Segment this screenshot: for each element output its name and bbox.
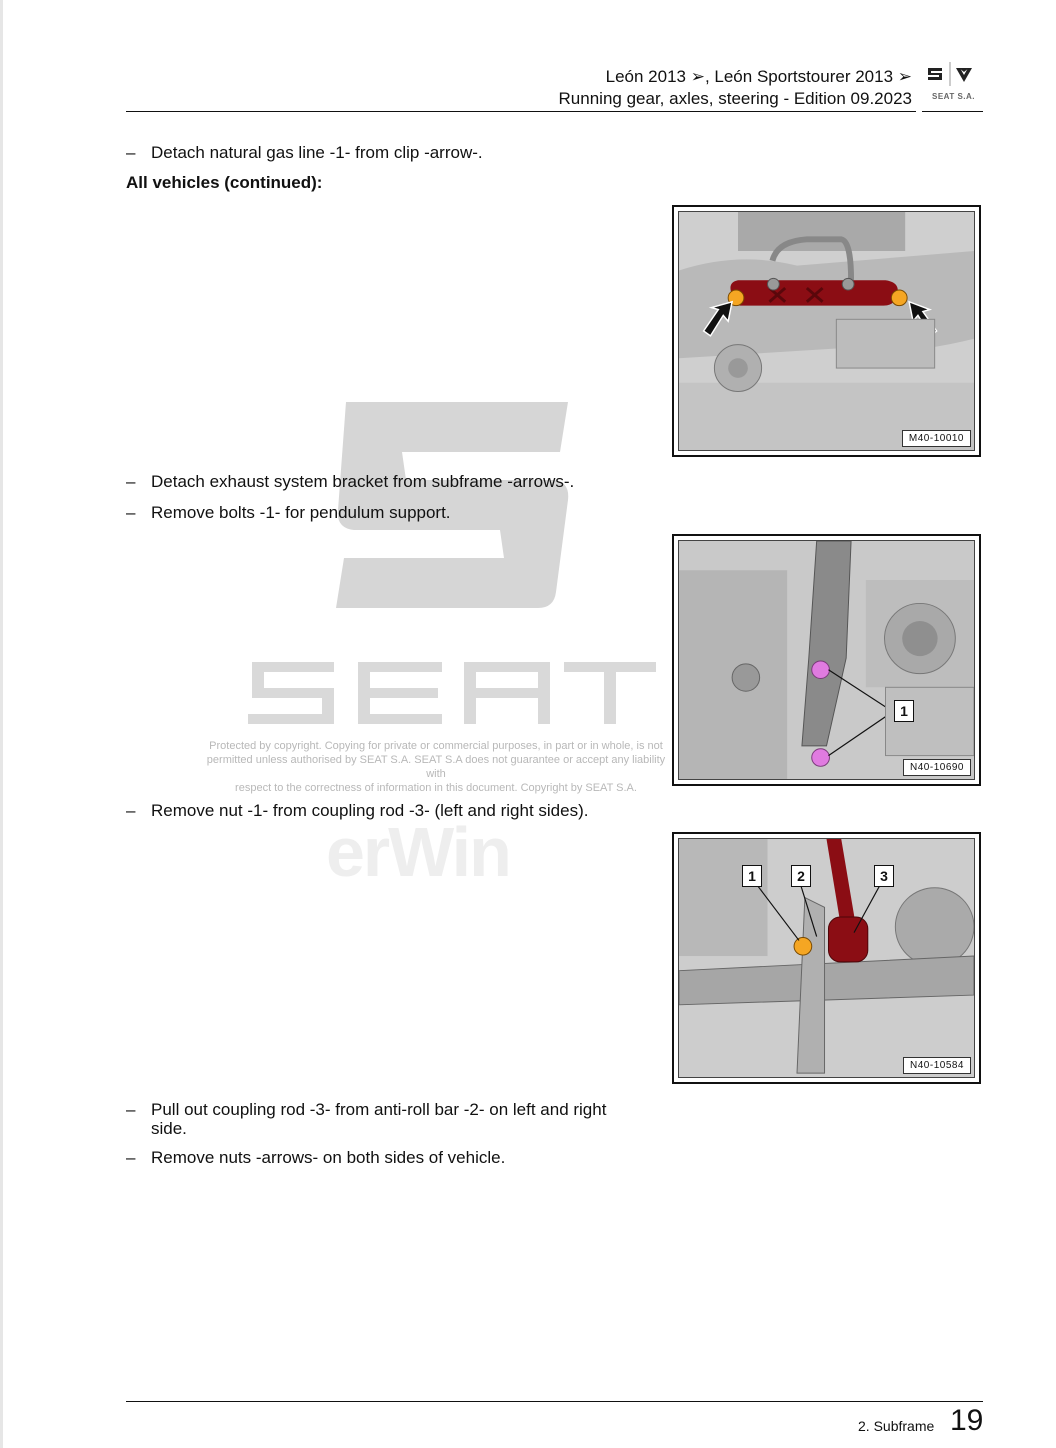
copyright-line: permitted unless authorised by SEAT S.A. SEAT S.A does not guarantee or accept any liability with xyxy=(206,754,666,780)
figure-illustration xyxy=(678,838,975,1078)
header-rule xyxy=(126,111,916,112)
step-text: Detach exhaust system bracket from subframe -arrows-. xyxy=(151,472,575,491)
exhaust-bracket-illustration xyxy=(679,212,974,450)
section-subheading: All vehicles (continued): xyxy=(126,173,323,192)
figure-illustration xyxy=(678,540,975,780)
step-text: Detach natural gas line -1- from clip -arrow-. xyxy=(151,143,483,162)
copyright-watermark xyxy=(196,739,676,795)
step-dash: – xyxy=(126,143,136,162)
callout-label: 3 xyxy=(874,865,894,887)
step-text: Remove nuts -arrows- on both sides of vehicle. xyxy=(151,1148,506,1167)
figure-coupling-rod xyxy=(672,832,981,1084)
step-dash: – xyxy=(126,1148,136,1167)
callout-label: 1 xyxy=(742,865,762,887)
copyright-line: respect to the correctness of information in this document. Copyright by SEAT S.A. xyxy=(235,782,637,794)
step-dash: – xyxy=(126,1100,136,1119)
figure-id-label: N40-10584 xyxy=(903,1057,971,1074)
page-number: 19 xyxy=(950,1404,984,1437)
figure-pendulum-support xyxy=(672,534,981,786)
header-rule-right xyxy=(922,111,983,112)
page-header xyxy=(559,66,912,110)
page-edge xyxy=(0,0,3,1448)
pendulum-support-illustration xyxy=(679,541,974,779)
figure-id-label: N40-10690 xyxy=(903,759,971,776)
step-text: Pull out coupling rod -3- from anti-roll bar -2- on left and right side. xyxy=(151,1100,607,1138)
figure-id-label: M40-10010 xyxy=(902,430,971,447)
header-title-line: León 2013 ➢, León Sportstourer 2013 ➢ xyxy=(605,67,912,86)
step-text: Remove bolts -1- for pendulum support. xyxy=(151,503,451,522)
logo-caption: SEAT S.A. xyxy=(932,92,976,101)
step-text: Remove nut -1- from coupling rod -3- (left and right sides). xyxy=(151,801,589,820)
step-dash: – xyxy=(126,503,136,522)
footer-section-title: 2. Subframe xyxy=(858,1418,935,1434)
copyright-line: Protected by copyright. Copying for private or commercial purposes, in part or in whole, is not xyxy=(209,740,663,752)
coupling-rod-illustration xyxy=(679,839,974,1077)
figure-illustration xyxy=(678,211,975,451)
header-subtitle-line: Running gear, axles, steering - Edition 09.2023 xyxy=(558,89,912,108)
callout-label: 2 xyxy=(791,865,811,887)
step-dash: – xyxy=(126,472,136,491)
step-dash: – xyxy=(126,801,136,820)
footer-rule xyxy=(126,1401,983,1402)
erwin-watermark: erWin xyxy=(326,813,510,891)
figure-exhaust-bracket xyxy=(672,205,981,457)
seat-watermark-word xyxy=(246,662,658,724)
callout-label: 1 xyxy=(894,700,914,722)
